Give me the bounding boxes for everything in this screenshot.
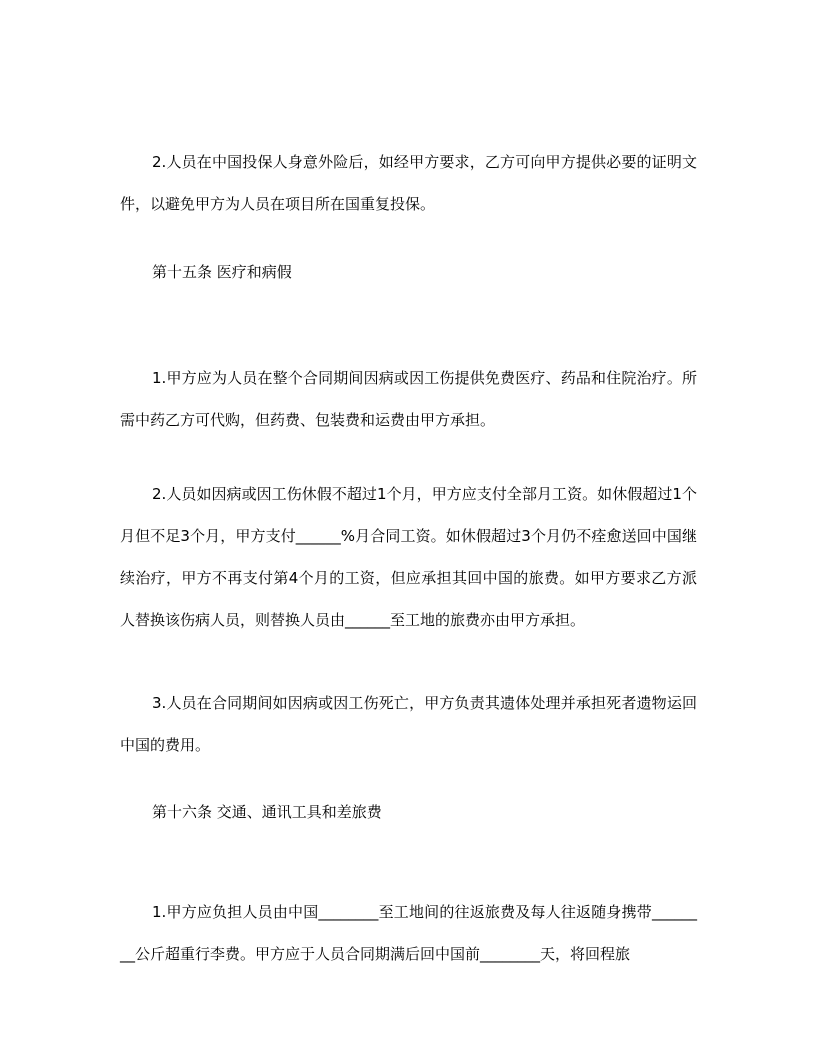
article-15-heading: 第十五条 医疗和病假 <box>152 263 292 281</box>
paragraph-travel-expenses: 1.甲方应负担人员由中国________至工地间的往返旅费及每人往返随身携带________公斤超重行李费。甲方应于人员合同期满后回中国前________天，将回程旅 <box>120 903 697 963</box>
paragraph-insurance-proof: 2.人员在中国投保人身意外险后，如经甲方要求，乙方可向甲方提供必要的证明文件，以避免甲方为人员在项目所在国重复投保。 <box>120 153 697 213</box>
paragraph-death: 3.人员在合同期间如因病或因工伤死亡，甲方负责其遗体处理并承担死者遗物运回中国的费用。 <box>120 694 697 754</box>
paragraph-medical-care: 1.甲方应为人员在整个合同期间因病或因工伤提供免费医疗、药品和住院治疗。所需中药乙方可代购，但药费、包装费和运费由甲方承担。 <box>120 369 697 429</box>
paragraph-sick-leave: 2.人员如因病或因工伤休假不超过1个月，甲方应支付全部月工资。如休假超过1个月但不足3个月，甲方支付______%月合同工资。如休假超过3个月仍不痊愈送回中国继续治疗，甲方不再支付第4个月的工资，但应承担其回中国的旅费。如甲方要求乙方派人替换该伤病人员，则替换人员由______至工地的旅费亦由甲方承担。 <box>120 485 697 629</box>
article-16-heading: 第十六条 交通、通讯工具和差旅费 <box>152 803 382 821</box>
